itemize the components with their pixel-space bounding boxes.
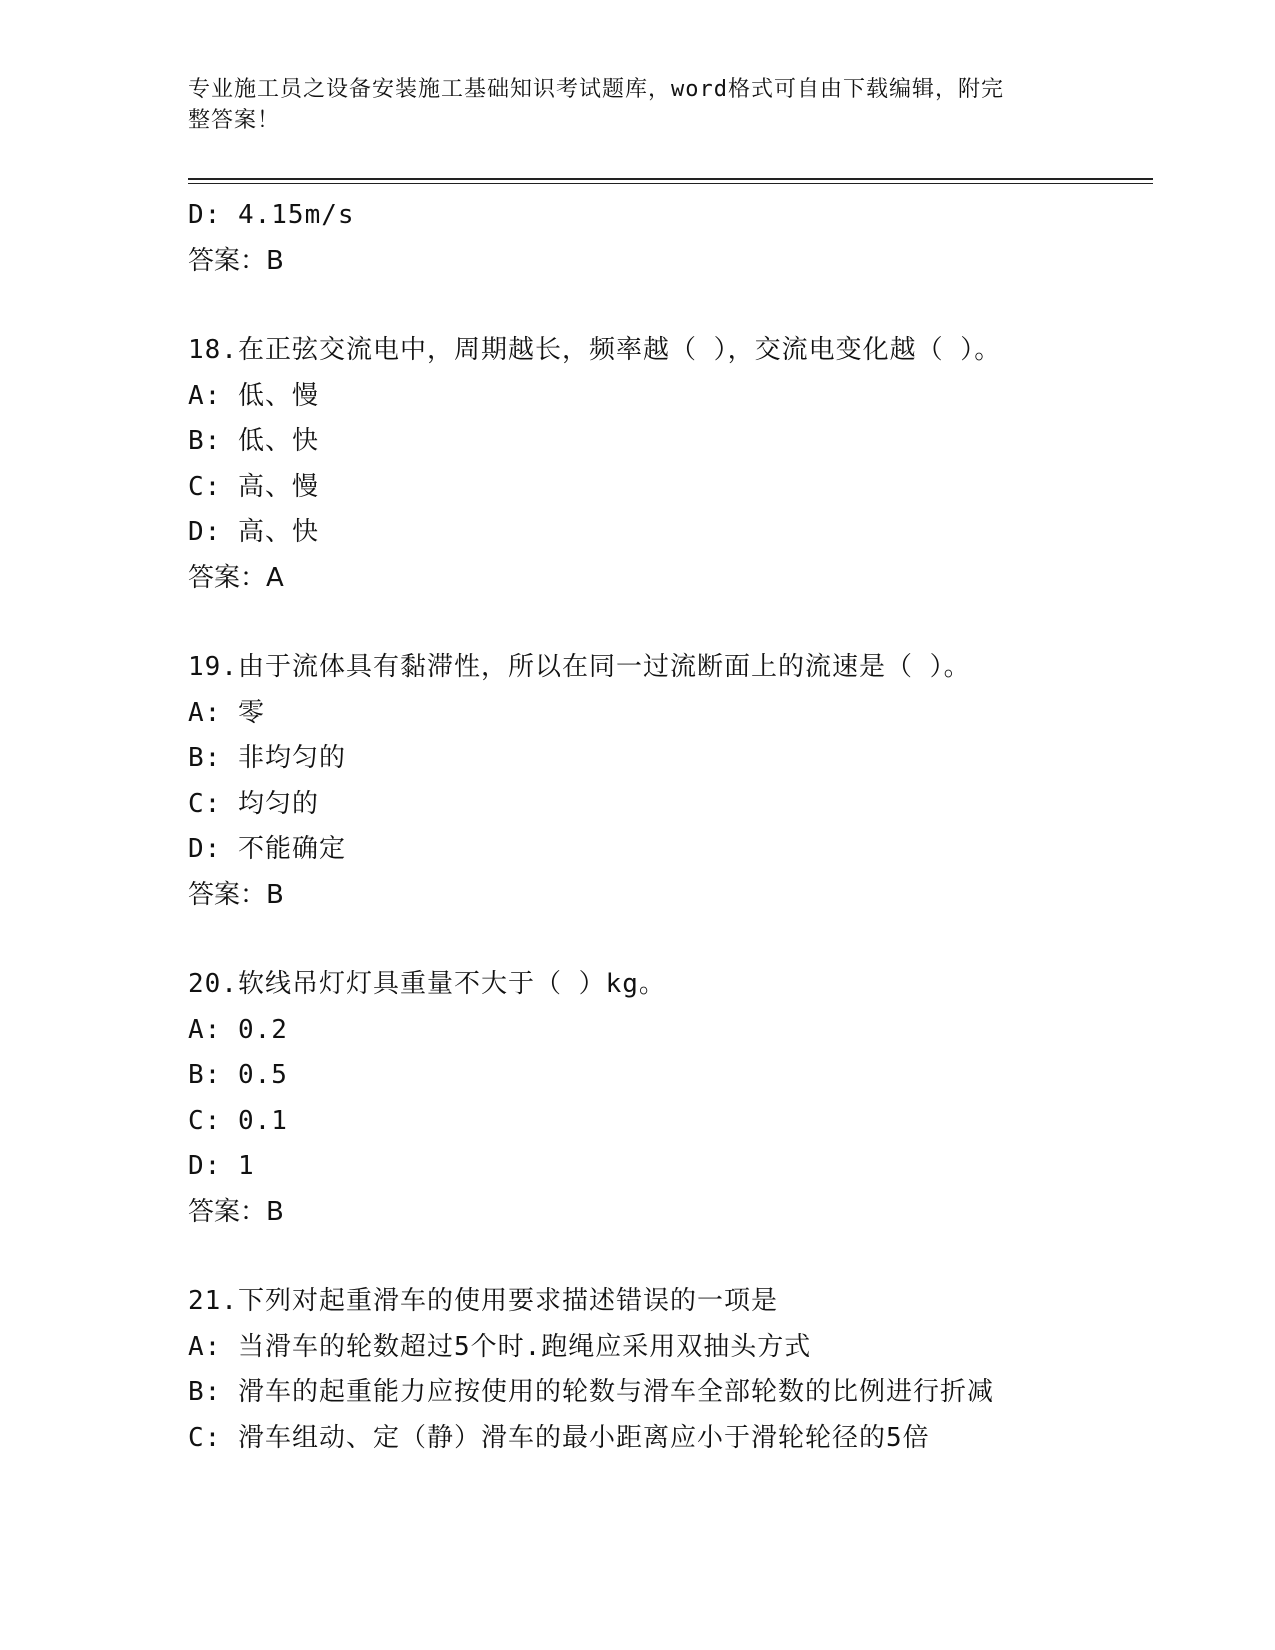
option-c: C: 0.1 bbox=[188, 1105, 288, 1136]
option-a: A: 当滑车的轮数超过5个时.跑绳应采用双抽头方式 bbox=[188, 1331, 812, 1362]
option-c: C: 滑车组动、定（静）滑车的最小距离应小于滑轮轮径的5倍 bbox=[188, 1422, 930, 1453]
header-rule-thin bbox=[188, 183, 1153, 184]
header-line-1: 专业施工员之设备安装施工基础知识考试题库，word格式可自由下载编辑，附完 bbox=[188, 77, 1004, 102]
answer-line: 答案：A bbox=[188, 562, 284, 593]
header-line-2: 整答案！ bbox=[188, 108, 281, 133]
option-a: A: 零 bbox=[188, 697, 265, 728]
question-stem: 18.在正弦交流电中，周期越长，频率越（ ），交流电变化越（ ）。 bbox=[188, 335, 1002, 365]
spacer bbox=[188, 284, 1153, 328]
option-a: A: 0.2 bbox=[188, 1014, 288, 1045]
question-stem: 21.下列对起重滑车的使用要求描述错误的一项是 bbox=[188, 1286, 778, 1316]
spacer bbox=[188, 1235, 1153, 1279]
answer-line: 答案：B bbox=[188, 879, 284, 910]
option-b: B: 滑车的起重能力应按使用的轮数与滑车全部轮数的比例进行折减 bbox=[188, 1377, 994, 1407]
question-17-tail bbox=[188, 193, 1153, 284]
question-stem: 19.由于流体具有黏滞性，所以在同一过流断面上的流速是（ ）。 bbox=[188, 652, 971, 682]
option-a: A: 低、慢 bbox=[188, 380, 319, 411]
question-19 bbox=[188, 645, 1153, 918]
document-body bbox=[188, 193, 1153, 1461]
option-c: C: 均匀的 bbox=[188, 788, 319, 819]
option-b: B: 非均匀的 bbox=[188, 743, 346, 773]
option-b: B: 低、快 bbox=[188, 426, 319, 456]
answer-line: 答案：B bbox=[188, 245, 284, 276]
question-20 bbox=[188, 962, 1153, 1235]
option-d: D: 不能确定 bbox=[188, 834, 346, 864]
option-c: C: 高、慢 bbox=[188, 471, 319, 502]
page-header bbox=[188, 74, 1068, 136]
option-d: D: 4.15m/s bbox=[188, 200, 355, 230]
question-21 bbox=[188, 1279, 1153, 1461]
option-d: D: 1 bbox=[188, 1151, 255, 1181]
spacer bbox=[188, 601, 1153, 645]
option-b: B: 0.5 bbox=[188, 1060, 288, 1090]
spacer bbox=[188, 918, 1153, 962]
header-rule-thick bbox=[188, 178, 1153, 180]
option-d: D: 高、快 bbox=[188, 517, 319, 547]
answer-line: 答案：B bbox=[188, 1196, 284, 1227]
question-stem: 20.软线吊灯灯具重量不大于（ ）kg。 bbox=[188, 969, 666, 999]
question-18 bbox=[188, 328, 1153, 601]
